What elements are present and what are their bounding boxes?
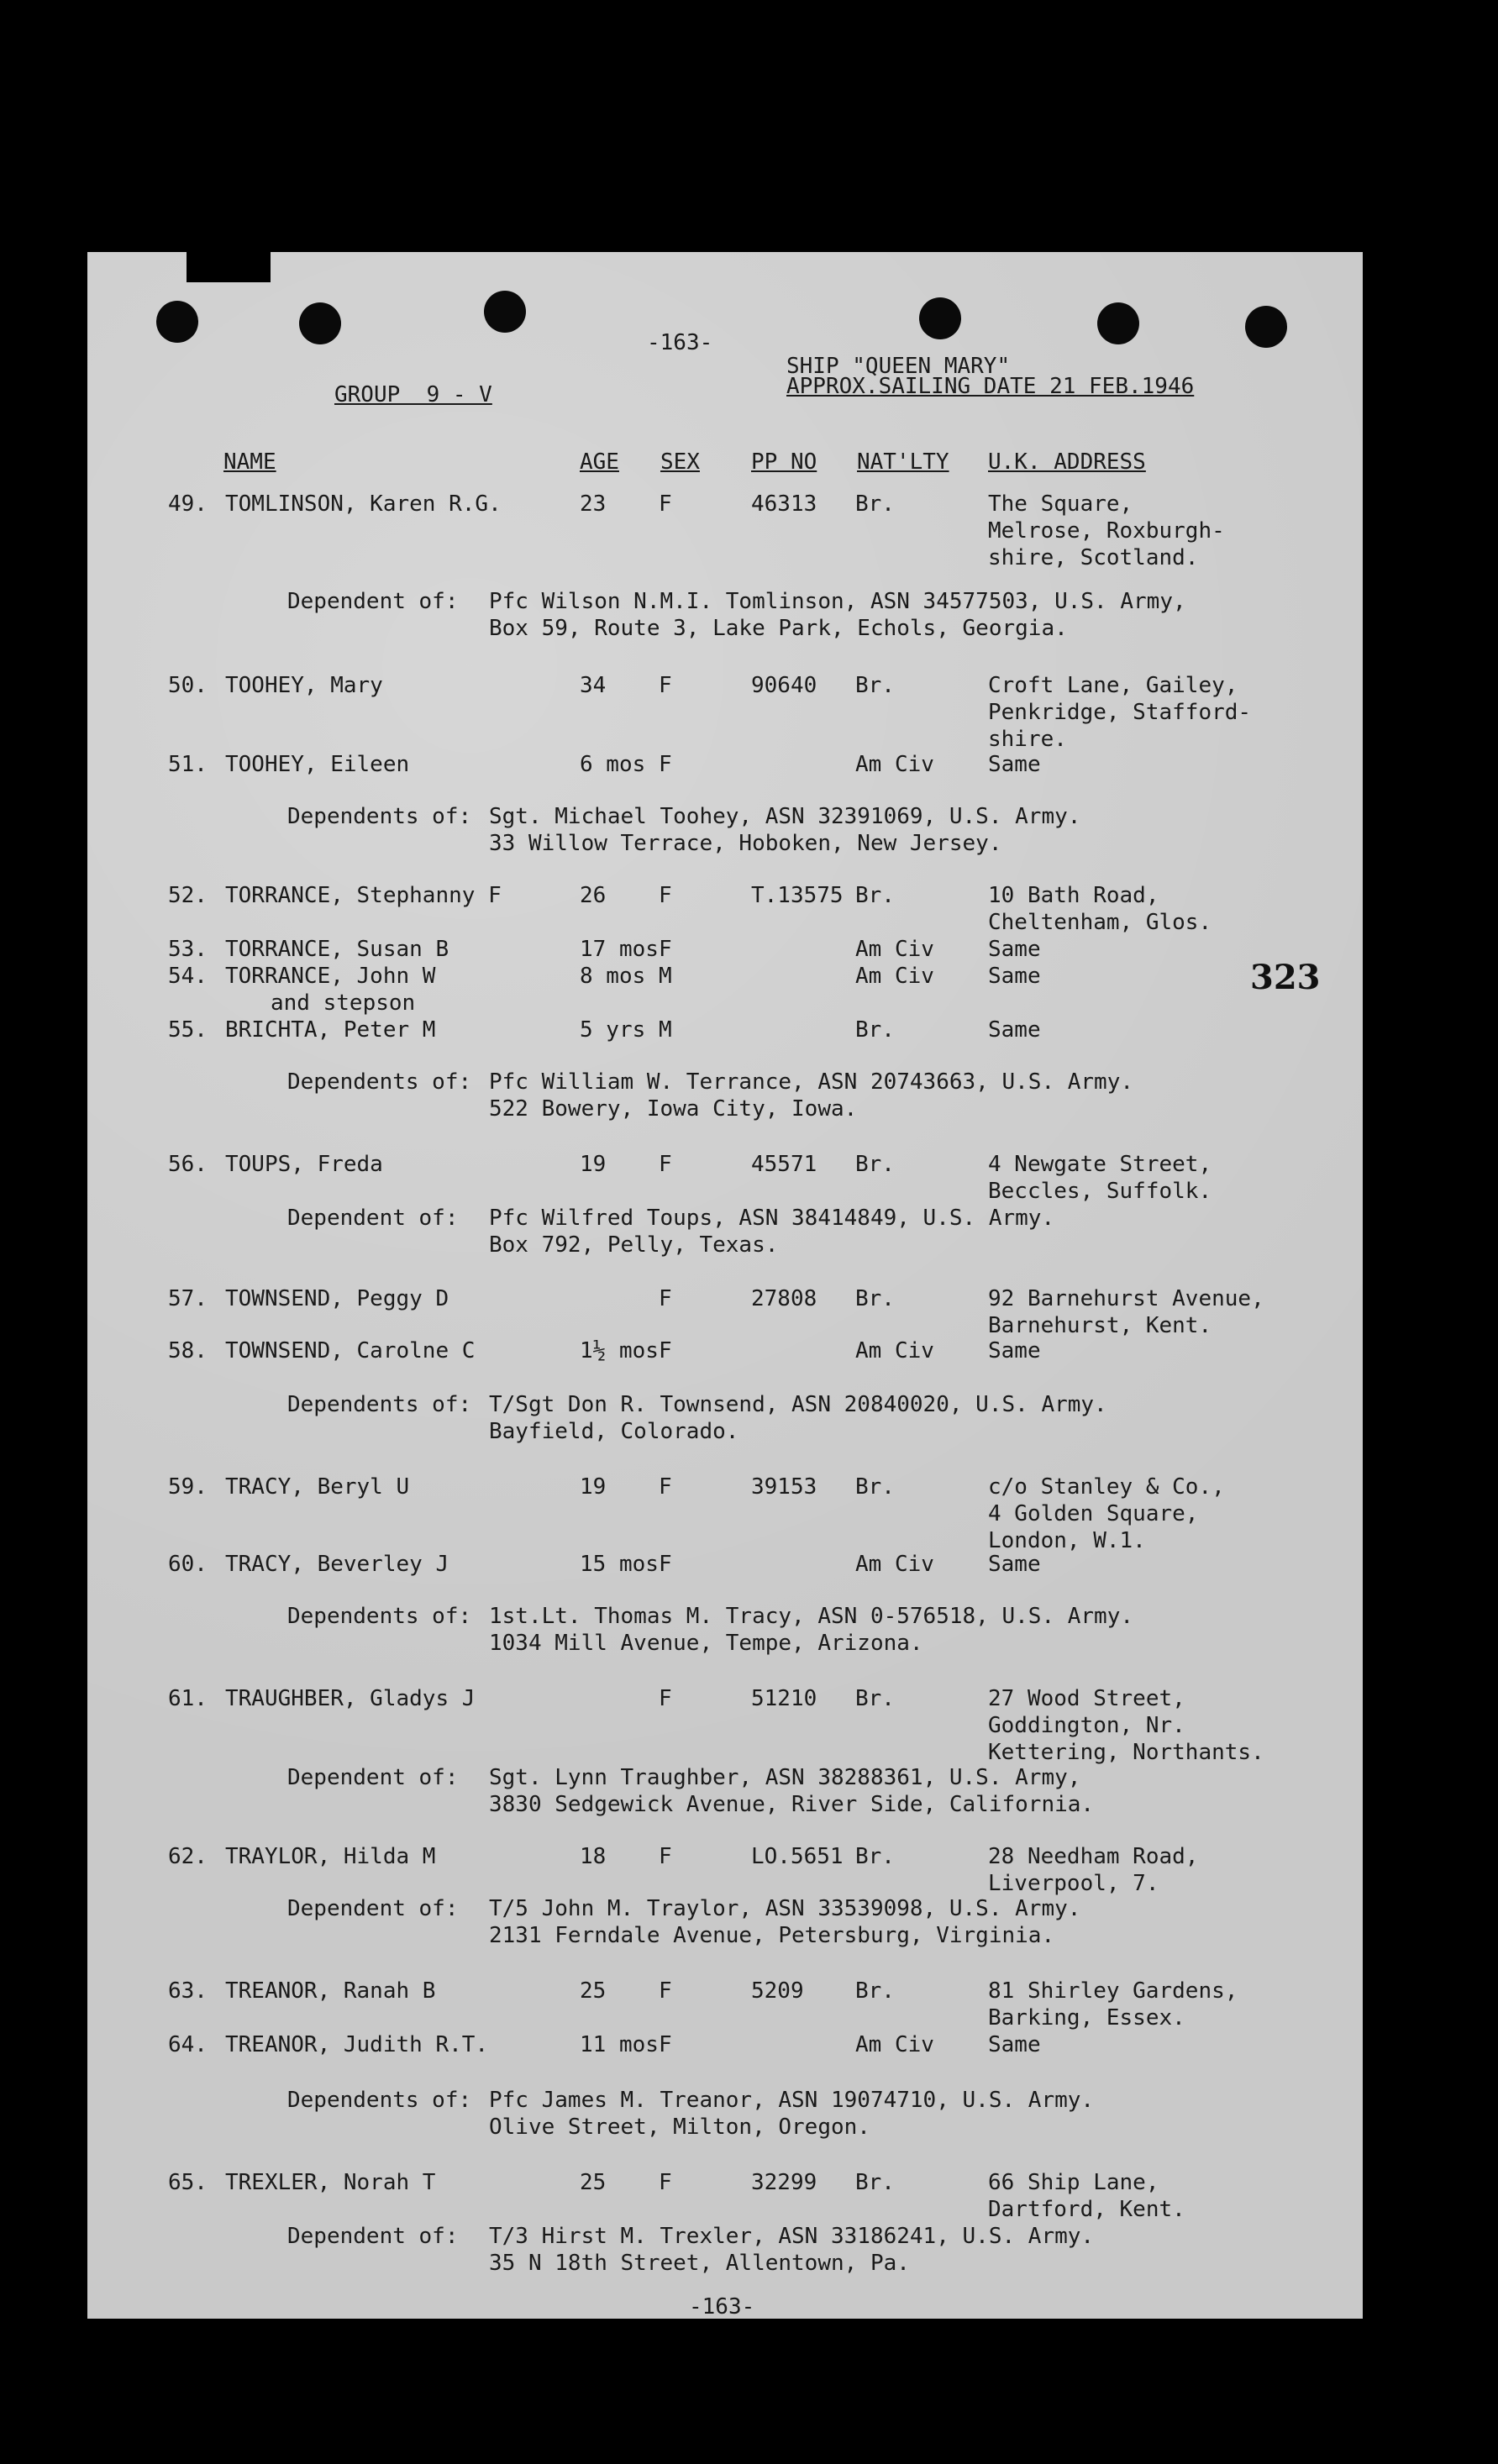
paper-notch (187, 252, 271, 282)
entry-passport-no: 32299 (751, 2170, 817, 2195)
entry-address-line: shire, Scotland. (988, 545, 1199, 570)
entry-age: 34 (580, 673, 607, 698)
col-pp-no: PP NO (751, 449, 817, 475)
entry-name: TORRANCE, John W (225, 964, 436, 989)
entry-passport-no: 5209 (751, 1978, 804, 2004)
dependent-line: T/5 John M. Traylor, ASN 33539098, U.S. Army. (489, 1896, 1081, 1921)
dependent-line: Sgt. Lynn Traughber, ASN 38288361, U.S. Army, (489, 1765, 1081, 1790)
entry-number: 62. (168, 1844, 208, 1869)
entry-name: TOMLINSON, Karen R.G. (225, 491, 502, 517)
entry-nationality: Br. (855, 1474, 895, 1500)
dependent-line: 35 N 18th Street, Allentown, Pa. (489, 2251, 910, 2276)
entry-address-line: 27 Wood Street, (988, 1686, 1185, 1711)
entry-nationality: Br. (855, 1017, 895, 1043)
entry-number: 50. (168, 673, 208, 698)
page-number-bottom: -163- (689, 2294, 755, 2320)
dependent-line: T/Sgt Don R. Townsend, ASN 20840020, U.S. Army. (489, 1392, 1107, 1417)
dependent-line: Pfc William W. Terrance, ASN 20743663, U.S. Army. (489, 1069, 1134, 1095)
entry-address-line: Same (988, 1338, 1041, 1363)
entry-address-line: Same (988, 2032, 1041, 2057)
entry-number: 65. (168, 2170, 208, 2195)
dependent-line: 1034 Mill Avenue, Tempe, Arizona. (489, 1631, 923, 1656)
entry-sex: F (659, 2032, 672, 2057)
entry-address-line: Dartford, Kent. (988, 2197, 1185, 2222)
col-age: AGE (580, 449, 619, 475)
entry-address-line: Barking, Essex. (988, 2005, 1185, 2031)
entry-nationality: Am Civ (855, 964, 934, 989)
entry-address-line: Goddington, Nr. (988, 1713, 1185, 1738)
entry-age: 11 mos (580, 2032, 659, 2057)
entry-address-line: The Square, (988, 491, 1133, 517)
dependent-line: Bayfield, Colorado. (489, 1419, 739, 1444)
entry-number: 54. (168, 964, 208, 989)
entry-nationality: Br. (855, 673, 895, 698)
entry-sex: F (659, 1978, 672, 2004)
entry-number: 56. (168, 1152, 208, 1177)
entry-address-line: Same (988, 1017, 1041, 1043)
entry-sex: F (659, 1474, 672, 1500)
punch-hole (299, 302, 341, 344)
entry-age: 23 (580, 491, 607, 517)
entry-number: 55. (168, 1017, 208, 1043)
entry-address-line: 10 Bath Road, (988, 883, 1159, 908)
entry-age: 8 mos (580, 964, 646, 989)
entry-number: 64. (168, 2032, 208, 2057)
dependent-line: 3830 Sedgewick Avenue, River Side, California. (489, 1792, 1095, 1817)
entry-address-line: Melrose, Roxburgh- (988, 518, 1225, 544)
entry-address-line: Same (988, 752, 1041, 777)
punch-hole (156, 301, 198, 343)
entry-address-line: Liverpool, 7. (988, 1871, 1159, 1896)
entry-age: 25 (580, 2170, 607, 2195)
entry-passport-no: 45571 (751, 1152, 817, 1177)
sailing-date: APPROX.SAILING DATE 21 FEB.1946 (786, 374, 1195, 399)
side-number: 323 (1250, 958, 1321, 997)
entry-name: TRACY, Beryl U (225, 1474, 410, 1500)
entry-sex: F (659, 1338, 672, 1363)
dependent-line: Sgt. Michael Toohey, ASN 32391069, U.S. Army. (489, 804, 1081, 829)
entry-sex: F (659, 2170, 672, 2195)
entry-nationality: Am Civ (855, 2032, 934, 2057)
entry-nationality: Am Civ (855, 752, 934, 777)
entry-sex: F (659, 1844, 672, 1869)
entry-age: 15 mos (580, 1552, 659, 1577)
entry-passport-no: 39153 (751, 1474, 817, 1500)
entry-address-line: Cheltenham, Glos. (988, 910, 1212, 935)
entry-age: 25 (580, 1978, 607, 2004)
group-heading: GROUP 9 - V (334, 382, 492, 407)
entry-address-line: 92 Barnehurst Avenue, (988, 1286, 1264, 1311)
entry-address-line: London, W.1. (988, 1528, 1146, 1553)
entry-sex: F (659, 673, 672, 698)
entry-number: 61. (168, 1686, 208, 1711)
entry-age: 19 (580, 1152, 607, 1177)
entry-address-line: 81 Shirley Gardens, (988, 1978, 1238, 2004)
dependent-label: Dependent of: (287, 1896, 459, 1921)
entry-sex: F (659, 491, 672, 517)
entry-sex: F (659, 752, 672, 777)
entry-nationality: Br. (855, 1844, 895, 1869)
entry-nationality: Br. (855, 1686, 895, 1711)
entry-nationality: Am Civ (855, 1552, 934, 1577)
entry-name: BRICHTA, Peter M (225, 1017, 436, 1043)
entry-name: TORRANCE, Stephanny F (225, 883, 502, 908)
entry-name: TOOHEY, Mary (225, 673, 383, 698)
entry-address-line: Barnehurst, Kent. (988, 1313, 1212, 1338)
page-number-top: -163- (647, 330, 713, 355)
entry-sex: F (659, 937, 672, 962)
dependent-label: Dependents of: (287, 1069, 472, 1095)
entry-passport-no: 46313 (751, 491, 817, 517)
entry-age: 19 (580, 1474, 607, 1500)
entry-name: TOWNSEND, Peggy D (225, 1286, 449, 1311)
entry-nationality: Br. (855, 491, 895, 517)
dependent-line: Box 59, Route 3, Lake Park, Echols, Georgia. (489, 616, 1068, 641)
entry-age: 5 yrs (580, 1017, 646, 1043)
entry-address-line: 4 Newgate Street, (988, 1152, 1212, 1177)
col-natlty: NAT'LTY (857, 449, 949, 475)
entry-name: TREANOR, Ranah B (225, 1978, 436, 2004)
col-name: NAME (223, 449, 276, 475)
ship-name: SHIP "QUEEN MARY" (786, 354, 1011, 379)
dependent-line: Olive Street, Milton, Oregon. (489, 2115, 870, 2140)
dependent-label: Dependent of: (287, 1206, 459, 1231)
col-sex: SEX (660, 449, 700, 475)
dependent-line: Box 792, Pelly, Texas. (489, 1232, 779, 1258)
entry-nationality: Am Civ (855, 1338, 934, 1363)
dependent-line: Pfc Wilson N.M.I. Tomlinson, ASN 34577503, U.S. Army, (489, 589, 1186, 614)
entry-passport-no: T.13575 (751, 883, 844, 908)
dependent-label: Dependents of: (287, 2088, 472, 2113)
entry-nationality: Br. (855, 1286, 895, 1311)
entry-number: 58. (168, 1338, 208, 1363)
entry-address-line: 28 Needham Road, (988, 1844, 1199, 1869)
punch-hole (1245, 306, 1287, 348)
col-address: U.K. ADDRESS (988, 449, 1146, 475)
entry-address-line: Kettering, Northants. (988, 1740, 1264, 1765)
entry-address-line: 66 Ship Lane, (988, 2170, 1159, 2195)
dependent-label: Dependents of: (287, 1604, 472, 1629)
entry-name: TOUPS, Freda (225, 1152, 383, 1177)
entry-passport-no: 90640 (751, 673, 817, 698)
dependent-line: 33 Willow Terrace, Hoboken, New Jersey. (489, 831, 1002, 856)
entry-number: 51. (168, 752, 208, 777)
entry-name: TORRANCE, Susan B (225, 937, 449, 962)
entry-number: 52. (168, 883, 208, 908)
entry-address-line: c/o Stanley & Co., (988, 1474, 1225, 1500)
punch-hole (484, 291, 526, 333)
entry-name: and stepson (271, 990, 416, 1016)
entry-sex: M (659, 964, 672, 989)
entry-age: 1½ mos (580, 1338, 659, 1363)
entry-name: TOOHEY, Eileen (225, 752, 410, 777)
entry-name: TRAYLOR, Hilda M (225, 1844, 436, 1869)
entry-sex: F (659, 1552, 672, 1577)
entry-address-line: Croft Lane, Gailey, (988, 673, 1238, 698)
entry-address-line: shire. (988, 727, 1067, 752)
entry-nationality: Br. (855, 2170, 895, 2195)
entry-sex: F (659, 1152, 672, 1177)
punch-hole (1097, 302, 1139, 344)
entry-nationality: Br. (855, 1152, 895, 1177)
entry-sex: F (659, 1286, 672, 1311)
dependent-line: Pfc Wilfred Toups, ASN 38414849, U.S. Army. (489, 1206, 1055, 1231)
entry-age: 18 (580, 1844, 607, 1869)
dependent-line: 1st.Lt. Thomas M. Tracy, ASN 0-576518, U.S. Army. (489, 1604, 1134, 1629)
entry-number: 49. (168, 491, 208, 517)
dependent-label: Dependents of: (287, 804, 472, 829)
entry-number: 63. (168, 1978, 208, 2004)
entry-name: TRAUGHBER, Gladys J (225, 1686, 476, 1711)
dependent-line: 522 Bowery, Iowa City, Iowa. (489, 1096, 858, 1122)
entry-nationality: Br. (855, 1978, 895, 2004)
entry-age: 6 mos (580, 752, 646, 777)
entry-name: TRACY, Beverley J (225, 1552, 449, 1577)
dependent-label: Dependents of: (287, 1392, 472, 1417)
entry-age: 26 (580, 883, 607, 908)
entry-passport-no: LO.5651 (751, 1844, 844, 1869)
entry-nationality: Am Civ (855, 937, 934, 962)
entry-number: 57. (168, 1286, 208, 1311)
entry-address-line: Same (988, 1552, 1041, 1577)
entry-number: 59. (168, 1474, 208, 1500)
dependent-line: Pfc James M. Treanor, ASN 19074710, U.S. Army. (489, 2088, 1095, 2113)
dependent-line: T/3 Hirst M. Trexler, ASN 33186241, U.S. Army. (489, 2224, 1095, 2249)
entry-age: 17 mos (580, 937, 659, 962)
entry-name: TOWNSEND, Carolne C (225, 1338, 476, 1363)
dependent-label: Dependent of: (287, 589, 459, 614)
entry-sex: M (659, 1017, 672, 1043)
entry-sex: F (659, 1686, 672, 1711)
entry-sex: F (659, 883, 672, 908)
dependent-label: Dependent of: (287, 2224, 459, 2249)
entry-number: 53. (168, 937, 208, 962)
entry-passport-no: 27808 (751, 1286, 817, 1311)
entry-nationality: Br. (855, 883, 895, 908)
punch-hole (919, 297, 961, 339)
entry-name: TREXLER, Norah T (225, 2170, 436, 2195)
entry-name: TREANOR, Judith R.T. (225, 2032, 489, 2057)
entry-number: 60. (168, 1552, 208, 1577)
entry-address-line: Beccles, Suffolk. (988, 1179, 1212, 1204)
entry-passport-no: 51210 (751, 1686, 817, 1711)
entry-address-line: Same (988, 964, 1041, 989)
dependent-line: 2131 Ferndale Avenue, Petersburg, Virginia. (489, 1923, 1055, 1948)
entry-address-line: 4 Golden Square, (988, 1501, 1199, 1526)
entry-address-line: Same (988, 937, 1041, 962)
entry-address-line: Penkridge, Stafford- (988, 700, 1252, 725)
dependent-label: Dependent of: (287, 1765, 459, 1790)
